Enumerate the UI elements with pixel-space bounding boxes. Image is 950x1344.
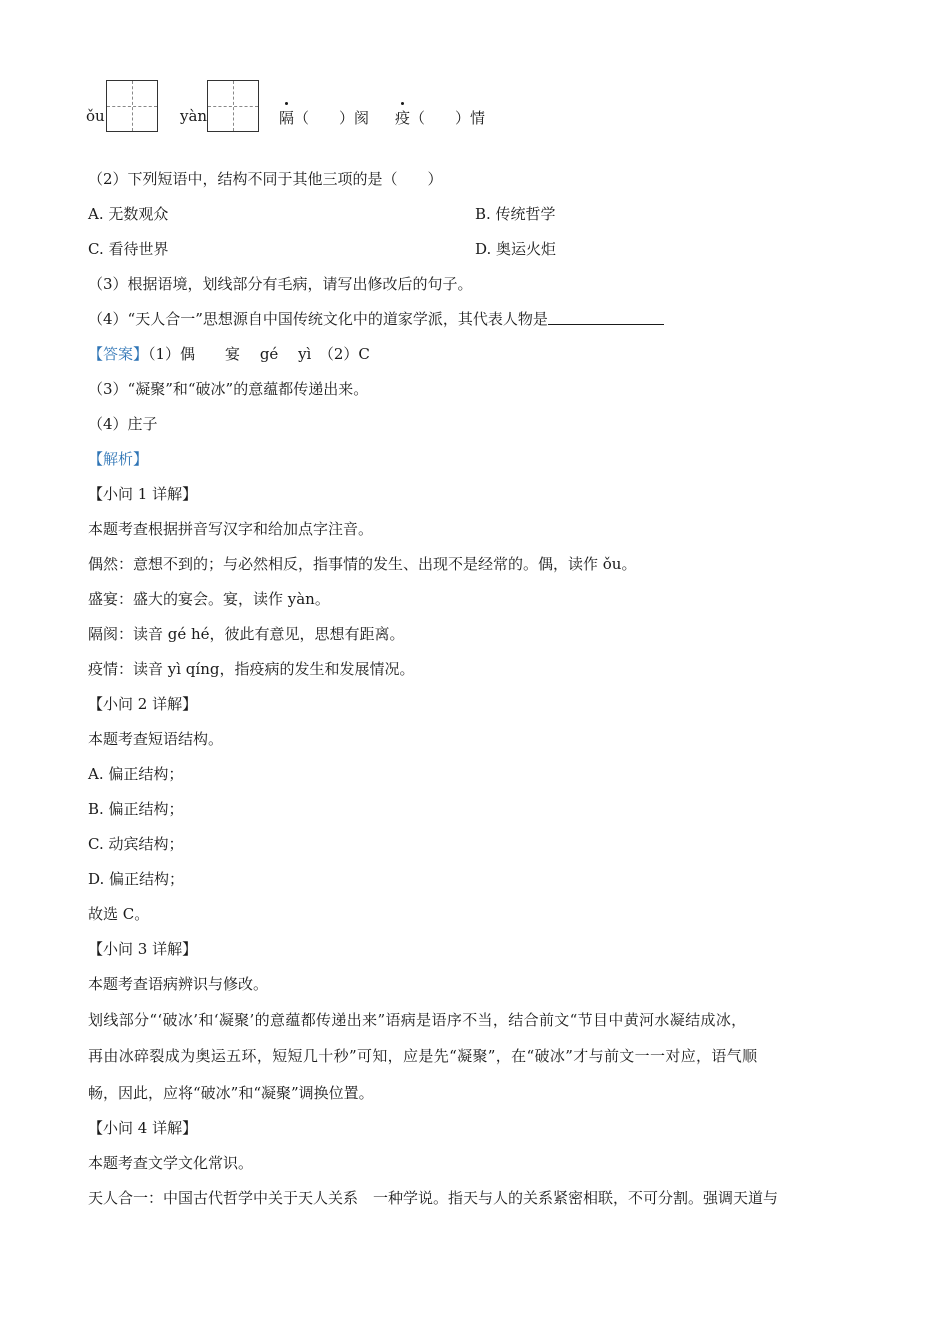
analysis-line: 划线部分“‘破冰’和‘凝聚’的意蕴都传递出来”语病是语序不当，结合前文“节目中黄河水凝结成冰， [88, 1011, 747, 1029]
q4-stem: （4）“天人合一”思想源自中国传统文化中的道家学派，其代表人物是 [88, 310, 548, 328]
q1-item-gehe [279, 108, 369, 128]
q4-row [88, 309, 664, 329]
analysis-line: 【小问 4 详解】 [88, 1119, 198, 1137]
q2-stem: （2）下列短语中，结构不同于其他三项的是（ ） [88, 170, 443, 188]
analysis-line: 盛宴：盛大的宴会。宴，读作 yàn。 [88, 590, 330, 608]
answer-line-1: （1）偶 宴 gé yì （2）C [148, 345, 370, 363]
analysis-line: 隔阂：读音 gé hé，彼此有意见，思想有距离。 [88, 625, 405, 643]
paren-blank-1: （ ） [294, 109, 355, 127]
analysis-line: 本题考查文学文化常识。 [88, 1154, 254, 1172]
q2-option-c: C. 看待世界 [88, 240, 169, 258]
pinyin-ou: ǒu [86, 107, 105, 125]
q2-option-b: B. 传统哲学 [475, 205, 556, 223]
answer-tag: 【答案】 [88, 345, 149, 363]
dotted-char-yi: 疫 [395, 109, 411, 127]
analysis-line: 【小问 1 详解】 [88, 485, 198, 503]
answer-row [88, 344, 370, 364]
char-qing: 情 [470, 109, 486, 127]
tianzige-box-2 [207, 80, 259, 132]
analysis-tag: 【解析】 [88, 450, 149, 468]
analysis-line: 偶然：意想不到的；与必然相反，指事情的发生、出现不是经常的。偶，读作 ǒu。 [88, 555, 637, 573]
dotted-char-ge: 隔 [279, 109, 295, 127]
analysis-line: 【小问 3 详解】 [88, 940, 198, 958]
tianzige-box-1 [106, 80, 158, 132]
analysis-line: B. 偏正结构； [88, 800, 184, 818]
analysis-line: A. 偏正结构； [88, 765, 184, 783]
analysis-line: D. 偏正结构； [88, 870, 185, 888]
answer-line-3: （4）庄子 [88, 415, 158, 433]
answer-line-2: （3）“凝聚”和“破冰”的意蕴都传递出来。 [88, 380, 369, 398]
analysis-line: 故选 C。 [88, 905, 150, 923]
pinyin-yan: yàn [180, 107, 208, 125]
analysis-line: 天人合一：中国古代哲学中关于天人关系 一种学说。指天与人的关系紧密相联，不可分割。强调天道与 [88, 1189, 779, 1207]
q2-option-d: D. 奥运火炬 [475, 240, 557, 258]
analysis-line: C. 动宾结构； [88, 835, 184, 853]
analysis-line: 本题考查短语结构。 [88, 730, 224, 748]
q3-stem: （3）根据语境，划线部分有毛病，请写出修改后的句子。 [88, 275, 473, 293]
analysis-line: 畅，因此，应将“破冰”和“凝聚”调换位置。 [88, 1084, 374, 1102]
analysis-line: 本题考查根据拼音写汉字和给加点字注音。 [88, 520, 374, 538]
analysis-line: 疫情：读音 yì qíng，指疫病的发生和发展情况。 [88, 660, 415, 678]
paren-blank-2: （ ） [410, 109, 471, 127]
analysis-line: 本题考查语病辨识与修改。 [88, 975, 269, 993]
analysis-line: 再由冰碎裂成为奥运五环，短短几十秒”可知，应是先“凝聚”，在“破冰”才与前文一一对应，语气顺 [88, 1047, 758, 1065]
q1-item-yiqing [395, 108, 485, 128]
char-he: 阂 [354, 109, 370, 127]
q2-option-a: A. 无数观众 [88, 205, 169, 223]
answer-blank [548, 310, 664, 325]
analysis-line: 【小问 2 详解】 [88, 695, 198, 713]
